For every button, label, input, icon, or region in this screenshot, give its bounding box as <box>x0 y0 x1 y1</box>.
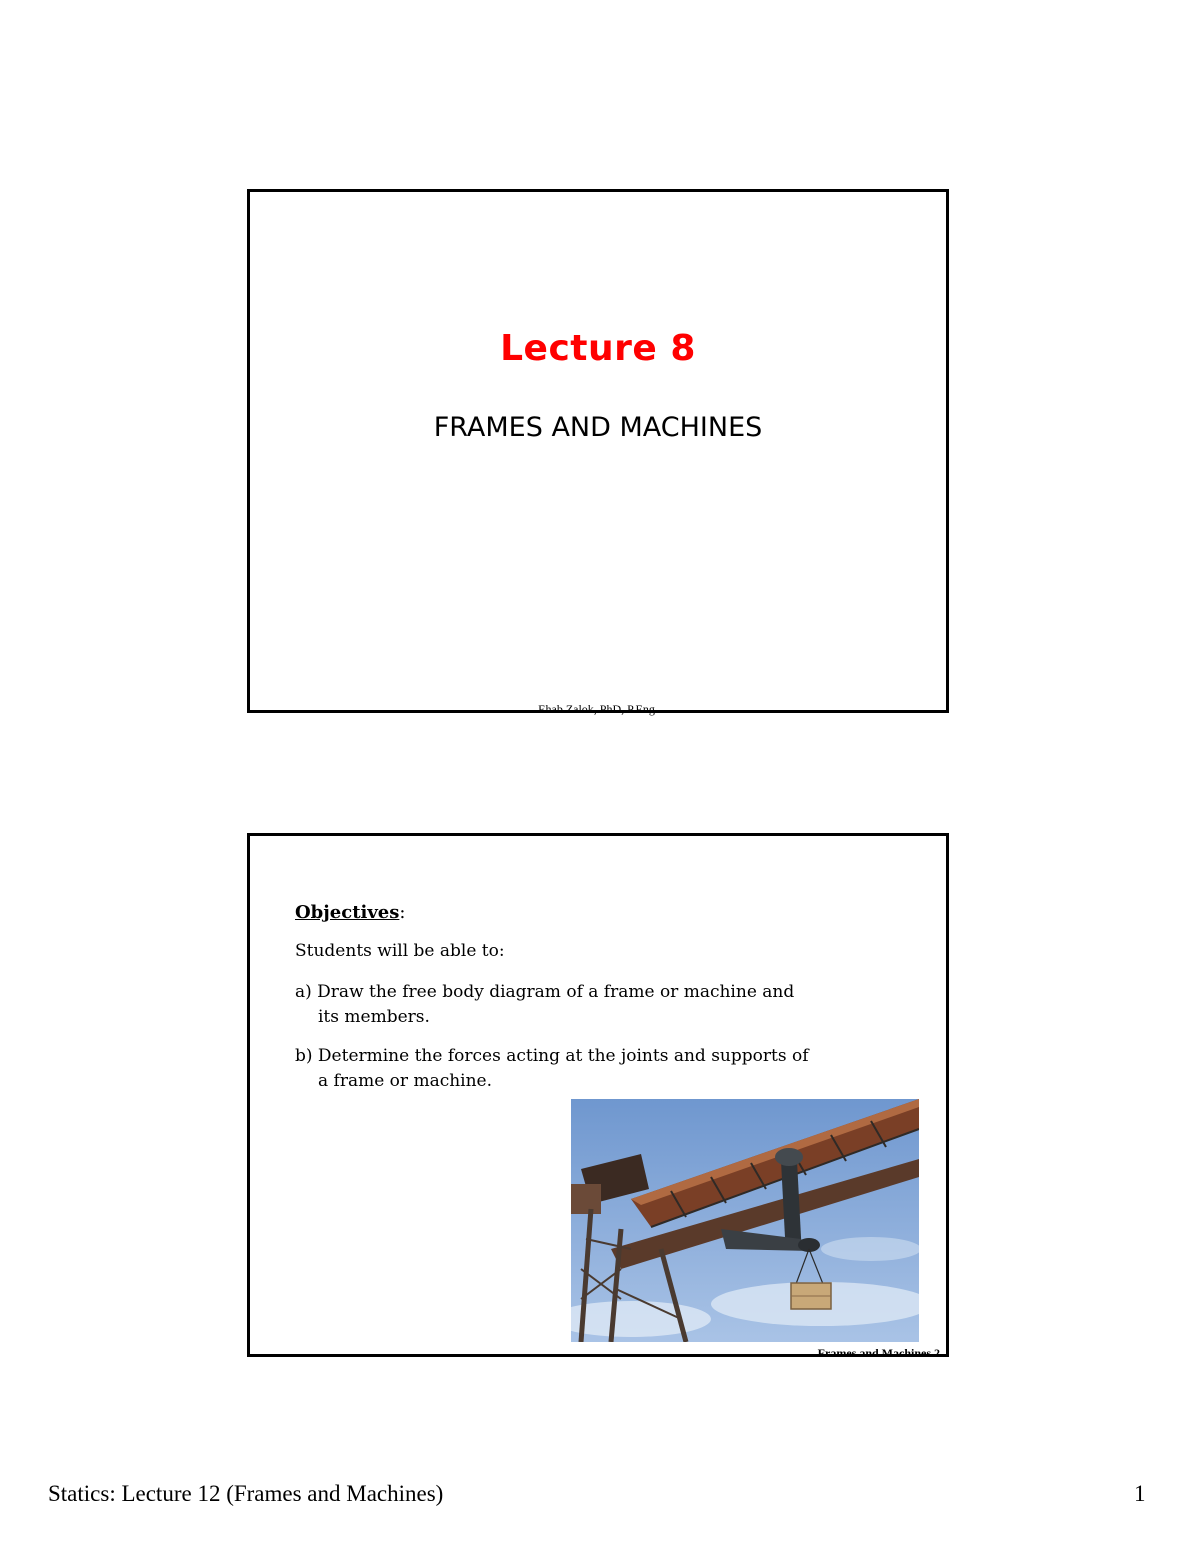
slide-author: Ehab Zalok, PhD, P.Eng. <box>538 702 658 716</box>
objectives-heading <box>295 902 405 923</box>
slide-footer: Frames and Machines 2 <box>817 1346 940 1360</box>
objectives-heading-text: Objectives <box>295 902 400 923</box>
page-number: 1 <box>1134 1481 1146 1506</box>
objective-item-b: b) Determine the forces acting at the joints and supports of a frame or machine. <box>295 1046 809 1091</box>
slide-2 <box>247 833 949 1360</box>
objective-item-a: a) Draw the free body diagram of a frame or machine and its members. <box>295 982 795 1027</box>
slide-title: Lecture 8 <box>500 328 696 369</box>
objectives-intro: Students will be able to: <box>295 941 505 961</box>
page-footer-title: Statics: Lecture 12 (Frames and Machines) <box>48 1481 444 1506</box>
slide-subtitle: FRAMES AND MACHINES <box>433 412 763 443</box>
slide-1 <box>247 189 949 716</box>
objectives-heading-colon: : <box>399 902 406 923</box>
crane-conveyor-photo <box>571 1099 919 1342</box>
